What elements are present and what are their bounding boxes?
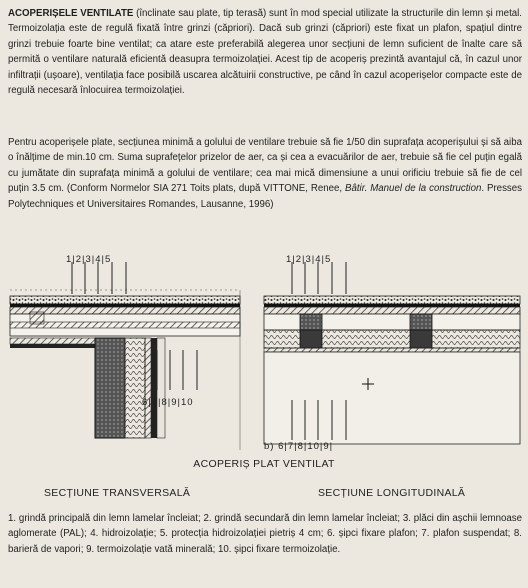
right-top-layer-labels: 1|2|3|4|5 [286, 254, 332, 265]
longitudinal-section [264, 262, 520, 444]
figure-title: ACOPERIȘ PLAT VENTILAT [193, 458, 335, 470]
transverse-caption: SECȚIUNE TRANSVERSALĂ [44, 487, 191, 499]
right-bottom-layer-labels: b) 6|7|8|10|9| [264, 441, 334, 452]
book-title: Bâtir. Manuel de la construction [345, 183, 482, 195]
paragraph-flat-roofs [8, 135, 522, 212]
left-top-layer-labels: 1|2|3|4|5 [66, 254, 112, 265]
longitudinal-caption: SECȚIUNE LONGITUDINALĂ [318, 487, 466, 499]
roof-section-figure [0, 250, 528, 460]
transverse-section [10, 262, 240, 450]
paragraph-tail: . Presses Polytechniques et Universitaires Romandes, Lausanne, 1996) [8, 183, 522, 210]
figure-legend: 1. grindă principală din lemn lamelar încleiat; 2. grindă secundară din lemn lamelar încleiat; 3. plăci din așchii lemnoase aglomerate (PAL); 4. hidroizolație; 5. protecția hidroizolației pietriș 4 cm; 6. șipci fixare plafon; 7. plafon suspendat; 8. barieră de vapori; 9. termoizolație vată minerală; 10. șipci fixare termoizolație. [8, 513, 522, 555]
left-bottom-layer-labels: 6|7|8|9|10 [142, 397, 194, 408]
paragraph-body: (înclinate sau plate, tip terasă) sunt în mod special utilizate la structurile din lemn și metal. Termoizolația este de regulă fixată între grinzi (căpriori). Dacă sub grinzi (căpriori) este fixat un plafon, spațiul dintre grinzi trebuie foarte bine ventilat; ca atare este preferabilă alegerea unor secțiuni de lemn suficient de înalte care să permită o ventilare naturală eficientă deasupra termoizolației. Acest tip de acoperiș prezintă avantajul că, în cazul unor infiltrații (ușoare), ventilația face posibilă uscarea alcătuirii constructive, pe când în cazul acoperișelor compacte este de regulă necesară înlocuirea termoizolației. [8, 8, 522, 97]
paragraph-lead: ACOPERIȘELE VENTILATE [8, 8, 134, 19]
paragraph-body-2: Pentru acoperișele plate, secțiunea minimă a golului de ventilare trebuie să fie 1/50 din suprafața acoperișului și să aiba o înălțime de min.10 cm. Suma suprafețelor prizelor de aer, ca și cea a evacuărilor de aer, trebuie să fie cel puțin egală cu jumătate din suprafața minimă a golului de ventilare; cea mai mică dimensiune a unui orificiu trebuie să fie de cel puțin 3.5 cm. (Conform Normelor SIA 271 Toits plats, după VITTONE, Renee, [8, 137, 522, 195]
roof-drawing [0, 250, 528, 460]
paragraph-ventilated-roofs [8, 6, 522, 98]
